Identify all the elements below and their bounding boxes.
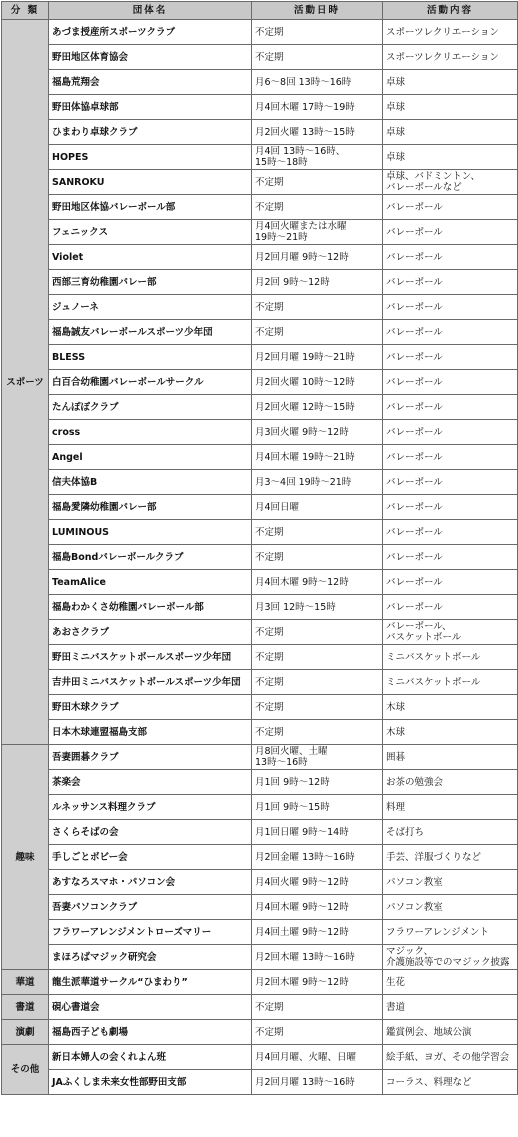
group-name-cell: 茶楽会	[49, 770, 252, 795]
table-row	[2, 970, 518, 995]
activity-line: バレーボール	[386, 451, 443, 463]
table-row	[2, 220, 518, 245]
table-body	[2, 20, 518, 1095]
activity-cell	[383, 470, 518, 495]
group-name-cell: 福島荒翔会	[49, 70, 252, 95]
activity-line: フラワーアレンジメント	[386, 926, 489, 938]
activity-line: 囲碁	[386, 751, 406, 763]
schedule-cell	[252, 345, 383, 370]
schedule-line: 月4回木曜 19時～21時	[255, 451, 355, 463]
table-row	[2, 820, 518, 845]
table-row	[2, 620, 518, 645]
activity-line: そば打ち	[386, 826, 425, 838]
table-row	[2, 670, 518, 695]
activity-cell	[383, 995, 518, 1020]
activity-cell	[383, 245, 518, 270]
activity-cell	[383, 670, 518, 695]
activity-cell	[383, 545, 518, 570]
schedule-line: 不定期	[255, 626, 284, 638]
schedule-cell	[252, 1020, 383, 1045]
schedule-line: 月2回月曜 13時～16時	[255, 1076, 355, 1088]
schedule-line: 月4回火曜または水曜	[255, 221, 347, 232]
activity-cell	[383, 145, 518, 170]
schedule-cell	[252, 170, 383, 195]
group-name-cell: ジュノーネ	[49, 295, 252, 320]
schedule-cell	[252, 370, 383, 395]
table-row	[2, 720, 518, 745]
activity-cell	[383, 645, 518, 670]
table-row	[2, 320, 518, 345]
group-name-cell: 福島Bondバレーボールクラブ	[49, 545, 252, 570]
schedule-line: 不定期	[255, 51, 284, 63]
schedule-cell	[252, 995, 383, 1020]
activity-cell	[383, 420, 518, 445]
schedule-line: 月2回火曜 12時～15時	[255, 401, 355, 413]
table-row	[2, 395, 518, 420]
activity-line: バスケットボール	[386, 632, 462, 643]
table-row	[2, 95, 518, 120]
activity-cell	[383, 270, 518, 295]
activity-line: 卓球	[386, 101, 406, 113]
schedule-cell	[252, 870, 383, 895]
activity-cell	[383, 495, 518, 520]
schedule-cell	[252, 595, 383, 620]
schedule-cell	[252, 95, 383, 120]
activity-cell	[383, 620, 518, 645]
schedule-cell	[252, 295, 383, 320]
schedule-cell	[252, 145, 383, 170]
group-name-cell: JAふくしま未来女性部野田支部	[49, 1070, 252, 1095]
schedule-line: 不定期	[255, 1001, 284, 1013]
group-name-cell: 吾妻パソコンクラブ	[49, 895, 252, 920]
schedule-line: 月3回 12時～15時	[255, 601, 336, 613]
schedule-cell	[252, 520, 383, 545]
group-name-cell: LUMINOUS	[49, 520, 252, 545]
group-name-cell: 福島わかくさ幼稚園バレーボール部	[49, 595, 252, 620]
schedule-cell	[252, 495, 383, 520]
group-name-cell: 福島誠友バレーボールスポーツ少年団	[49, 320, 252, 345]
activity-cell	[383, 20, 518, 45]
activity-line: バレーボール	[386, 326, 443, 338]
table-row	[2, 145, 518, 170]
schedule-cell	[252, 245, 383, 270]
schedule-cell	[252, 820, 383, 845]
activity-line: 木球	[386, 726, 406, 738]
table-row	[2, 195, 518, 220]
group-name-cell: 日本木球連盟福島支部	[49, 720, 252, 745]
group-name-cell: さくらそばの会	[49, 820, 252, 845]
activity-line: バレーボール	[386, 601, 443, 613]
group-name-cell: ひまわり卓球クラブ	[49, 120, 252, 145]
activity-line: パソコン教室	[386, 901, 443, 913]
activity-line: 鑑賞例会、地域公演	[386, 1026, 472, 1038]
table-row	[2, 770, 518, 795]
schedule-cell	[252, 395, 383, 420]
activity-cell	[383, 1045, 518, 1070]
table-row	[2, 295, 518, 320]
header-category: 分 類	[2, 2, 49, 20]
activity-line: バレーボール	[386, 476, 443, 488]
table-row	[2, 870, 518, 895]
schedule-cell	[252, 670, 383, 695]
group-name-cell: 吉井田ミニバスケットボールスポーツ少年団	[49, 670, 252, 695]
schedule-line: 不定期	[255, 301, 284, 313]
activity-cell	[383, 770, 518, 795]
activity-line: バレーボール	[386, 301, 443, 313]
schedule-cell	[252, 220, 383, 245]
table-row	[2, 945, 518, 970]
schedule-cell	[252, 270, 383, 295]
group-name-cell: 手しごとボビー会	[49, 845, 252, 870]
schedule-cell	[252, 320, 383, 345]
group-name-cell: 福島西子ども劇場	[49, 1020, 252, 1045]
schedule-line: 月4回木曜 9時～12時	[255, 576, 349, 588]
table-row	[2, 270, 518, 295]
activity-cell	[383, 745, 518, 770]
schedule-cell	[252, 770, 383, 795]
table-row	[2, 1045, 518, 1070]
schedule-cell	[252, 920, 383, 945]
table-row	[2, 895, 518, 920]
schedule-cell	[252, 420, 383, 445]
activity-cell	[383, 795, 518, 820]
activity-line: 卓球	[386, 126, 406, 138]
header-row	[2, 2, 518, 20]
schedule-cell	[252, 70, 383, 95]
activity-cell	[383, 395, 518, 420]
activity-line: バレーボール	[386, 226, 443, 238]
activity-cell	[383, 70, 518, 95]
category-cell: 書道	[2, 995, 49, 1020]
schedule-line: 月3回火曜 9時～12時	[255, 426, 349, 438]
group-name-cell: あづま授産所スポーツクラブ	[49, 20, 252, 45]
group-name-cell: 西部三育幼稚園バレー部	[49, 270, 252, 295]
group-name-cell: 野田木球クラブ	[49, 695, 252, 720]
table-row	[2, 995, 518, 1020]
activity-cell	[383, 1020, 518, 1045]
group-name-cell: たんぽぽクラブ	[49, 395, 252, 420]
schedule-cell	[252, 45, 383, 70]
table-row	[2, 345, 518, 370]
schedule-line: 月4回木曜 9時～12時	[255, 901, 349, 913]
activity-line: ミニバスケットボール	[386, 676, 481, 688]
activity-cell	[383, 95, 518, 120]
schedule-line: 月2回木曜 9時～12時	[255, 976, 349, 988]
activity-line: 絵手紙、ヨガ、その他学習会	[386, 1051, 510, 1063]
schedule-line: 不定期	[255, 26, 284, 38]
activity-cell	[383, 195, 518, 220]
group-name-cell: 野田ミニバスケットボールスポーツ少年団	[49, 645, 252, 670]
group-name-cell: Violet	[49, 245, 252, 270]
schedule-line: 月1回 9時～12時	[255, 776, 330, 788]
group-name-cell: 野田地区体育協会	[49, 45, 252, 70]
group-name-cell: あおさクラブ	[49, 620, 252, 645]
schedule-line: 月4回火曜 9時～12時	[255, 876, 349, 888]
activity-line: スポーツレクリエーション	[386, 51, 499, 63]
table-row	[2, 45, 518, 70]
schedule-cell	[252, 1070, 383, 1095]
activity-cell	[383, 1070, 518, 1095]
group-name-cell: 野田地区体協バレーボール部	[49, 195, 252, 220]
schedule-cell	[252, 795, 383, 820]
activity-line: 書道	[386, 1001, 406, 1013]
activity-line: 卓球	[386, 76, 406, 88]
activity-line: 料理	[386, 801, 406, 813]
activity-cell	[383, 970, 518, 995]
group-name-cell: HOPES	[49, 145, 252, 170]
table-row	[2, 470, 518, 495]
schedule-line: 月2回月曜 9時～12時	[255, 251, 349, 263]
schedule-line: 19時～21時	[255, 232, 308, 243]
activity-cell	[383, 895, 518, 920]
schedule-cell	[252, 745, 383, 770]
schedule-line: 月6～8回 13時～16時	[255, 76, 352, 88]
table-row	[2, 695, 518, 720]
category-cell: その他	[2, 1045, 49, 1095]
table-row	[2, 120, 518, 145]
activity-line: 生花	[386, 976, 406, 988]
schedule-line: 13時～16時	[255, 757, 308, 768]
activity-line: バレーボール	[386, 251, 443, 263]
schedule-cell	[252, 845, 383, 870]
schedule-cell	[252, 695, 383, 720]
schedule-line: 不定期	[255, 326, 284, 338]
activity-cell	[383, 520, 518, 545]
header-group-name: 団体名	[49, 2, 252, 20]
schedule-line: 月4回月曜、火曜、日曜	[255, 1051, 357, 1063]
activity-cell	[383, 345, 518, 370]
group-name-cell: フラワーアレンジメントローズマリー	[49, 920, 252, 945]
activity-line: バレーボール	[386, 576, 443, 588]
schedule-line: 不定期	[255, 526, 284, 538]
activity-cell	[383, 45, 518, 70]
activity-cell	[383, 445, 518, 470]
schedule-line: 不定期	[255, 551, 284, 563]
group-name-cell: TeamAlice	[49, 570, 252, 595]
activity-line: 卓球、バドミントン、	[386, 171, 481, 182]
activity-cell	[383, 870, 518, 895]
schedule-cell	[252, 470, 383, 495]
activity-line: バレーボール	[386, 501, 443, 513]
schedule-line: 月4回日曜	[255, 501, 300, 513]
schedule-cell	[252, 195, 383, 220]
schedule-line: 15時～18時	[255, 157, 308, 168]
schedule-line: 月2回 9時～12時	[255, 276, 330, 288]
group-name-cell: あすなろスマホ・パソコン会	[49, 870, 252, 895]
table-row	[2, 370, 518, 395]
activity-cell	[383, 370, 518, 395]
schedule-line: 月2回金曜 13時～16時	[255, 851, 355, 863]
schedule-cell	[252, 895, 383, 920]
group-name-cell: 新日本婦人の会くれよん班	[49, 1045, 252, 1070]
activity-cell	[383, 220, 518, 245]
group-name-cell: Angel	[49, 445, 252, 470]
activity-line: 卓球	[386, 151, 406, 163]
table-row	[2, 570, 518, 595]
activity-line: コーラス、料理など	[386, 1076, 472, 1088]
activity-line: バレーボール	[386, 351, 443, 363]
table-row	[2, 20, 518, 45]
activity-line: スポーツレクリエーション	[386, 26, 499, 38]
table-row	[2, 170, 518, 195]
activity-line: バレーボール、	[386, 621, 452, 632]
table-row	[2, 1070, 518, 1095]
schedule-line: 月2回木曜 13時～16時	[255, 951, 355, 963]
schedule-cell	[252, 1045, 383, 1070]
header-activity: 活動内容	[383, 2, 518, 20]
schedule-line: 月4回木曜 17時～19時	[255, 101, 355, 113]
group-name-cell: 信夫体協B	[49, 470, 252, 495]
activity-cell	[383, 720, 518, 745]
table-row	[2, 520, 518, 545]
group-name-cell: 福島愛隣幼稚園バレー部	[49, 495, 252, 520]
table-row	[2, 845, 518, 870]
schedule-line: 不定期	[255, 201, 284, 213]
activity-line: バレーボール	[386, 426, 443, 438]
schedule-line: 月4回土曜 9時～12時	[255, 926, 349, 938]
category-cell: 華道	[2, 970, 49, 995]
schedule-line: 不定期	[255, 726, 284, 738]
activity-cell	[383, 920, 518, 945]
table-row	[2, 745, 518, 770]
groups-table	[1, 1, 518, 1095]
activity-line: お茶の勉強会	[386, 776, 444, 788]
table-row	[2, 70, 518, 95]
category-cell: スポーツ	[2, 20, 49, 745]
activity-cell	[383, 595, 518, 620]
group-name-cell: まほろばマジック研究会	[49, 945, 252, 970]
schedule-cell	[252, 445, 383, 470]
schedule-line: 不定期	[255, 176, 284, 188]
schedule-line: 月2回火曜 13時～15時	[255, 126, 355, 138]
activity-cell	[383, 170, 518, 195]
activity-line: バレーボール	[386, 201, 443, 213]
group-name-cell: cross	[49, 420, 252, 445]
table-row	[2, 645, 518, 670]
schedule-cell	[252, 970, 383, 995]
activity-line: パソコン教室	[386, 876, 443, 888]
category-cell: 趣味	[2, 745, 49, 970]
schedule-line: 月2回火曜 10時～12時	[255, 376, 355, 388]
activity-cell	[383, 320, 518, 345]
activity-line: ミニバスケットボール	[386, 651, 481, 663]
activity-line: バレーボール	[386, 276, 443, 288]
schedule-cell	[252, 720, 383, 745]
schedule-line: 月1回 9時～15時	[255, 801, 330, 813]
schedule-line: 月3～4回 19時～21時	[255, 476, 352, 488]
schedule-line: 月4回 13時～16時、	[255, 146, 346, 157]
schedule-cell	[252, 945, 383, 970]
category-cell: 演劇	[2, 1020, 49, 1045]
table-row	[2, 795, 518, 820]
activity-cell	[383, 820, 518, 845]
group-name-cell: ルネッサンス料理クラブ	[49, 795, 252, 820]
activity-line: バレーボールなど	[386, 182, 462, 193]
activity-cell	[383, 120, 518, 145]
schedule-cell	[252, 120, 383, 145]
schedule-line: 不定期	[255, 701, 284, 713]
schedule-line: 月1回日曜 9時～14時	[255, 826, 349, 838]
activity-cell	[383, 695, 518, 720]
activity-line: バレーボール	[386, 401, 443, 413]
group-name-cell: 野田体協卓球部	[49, 95, 252, 120]
activity-cell	[383, 845, 518, 870]
activity-line: 木球	[386, 701, 406, 713]
group-name-cell: 白百合幼稚園バレーボールサークル	[49, 370, 252, 395]
schedule-cell	[252, 645, 383, 670]
activity-line: バレーボール	[386, 526, 443, 538]
activity-cell	[383, 945, 518, 970]
activity-line: 手芸、洋服づくりなど	[386, 851, 482, 863]
group-name-cell: BLESS	[49, 345, 252, 370]
table-row	[2, 1020, 518, 1045]
schedule-line: 月2回月曜 19時～21時	[255, 351, 355, 363]
group-name-cell: 硯心書道会	[49, 995, 252, 1020]
table-row	[2, 920, 518, 945]
schedule-cell	[252, 545, 383, 570]
table-row	[2, 495, 518, 520]
group-name-cell: SANROKU	[49, 170, 252, 195]
schedule-cell	[252, 20, 383, 45]
header-schedule: 活動日時	[252, 2, 383, 20]
activity-line: バレーボール	[386, 376, 443, 388]
activity-line: バレーボール	[386, 551, 443, 563]
group-name-cell: フェニックス	[49, 220, 252, 245]
schedule-line: 不定期	[255, 1026, 284, 1038]
group-name-cell: 龍生派華道サークル“ひまわり”	[49, 970, 252, 995]
table-row	[2, 595, 518, 620]
schedule-line: 不定期	[255, 651, 284, 663]
table-row	[2, 420, 518, 445]
activity-cell	[383, 295, 518, 320]
table-row	[2, 245, 518, 270]
group-name-cell: 吾妻囲碁クラブ	[49, 745, 252, 770]
schedule-cell	[252, 570, 383, 595]
schedule-line: 不定期	[255, 676, 284, 688]
table-row	[2, 545, 518, 570]
schedule-line: 月8回火曜、土曜	[255, 746, 328, 757]
schedule-cell	[252, 620, 383, 645]
activity-line: 介護施設等でのマジック披露	[386, 957, 510, 968]
activity-line: マジック、	[386, 946, 434, 957]
activity-cell	[383, 570, 518, 595]
table-row	[2, 445, 518, 470]
